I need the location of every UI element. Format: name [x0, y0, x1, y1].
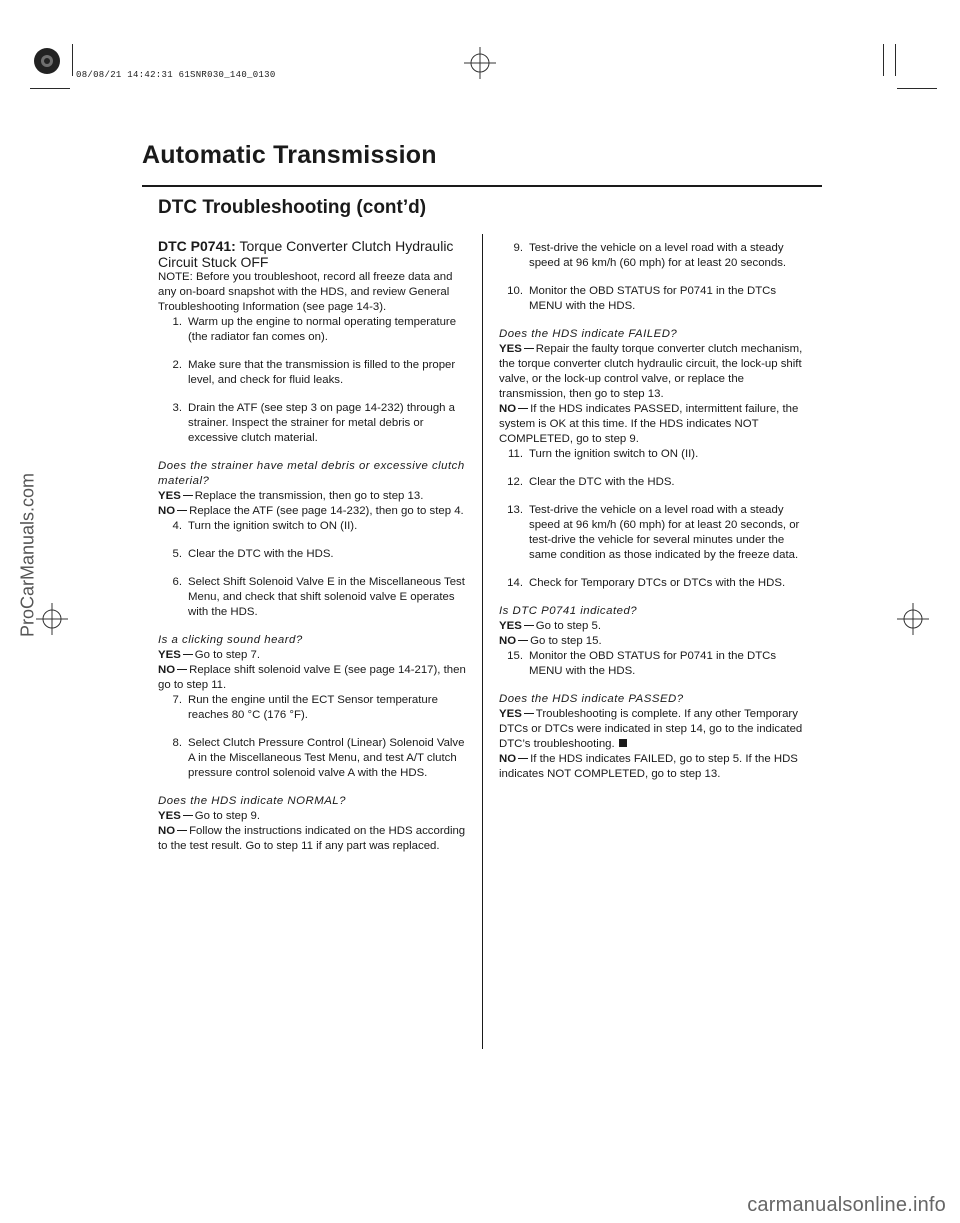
step-text: Clear the DTC with the HDS.: [188, 548, 334, 560]
no-label: NO: [158, 825, 176, 837]
yes-answer: [158, 648, 466, 663]
crop-mark: [895, 44, 896, 76]
no-answer: [158, 824, 466, 854]
step-2: [158, 358, 466, 388]
step-6: [158, 575, 466, 620]
step-text: Select Clutch Pressure Control (Linear) Solenoid Valve A in the Miscellaneous Test Menu, and test A/T clutch pressure control solenoid valve A with the HDS.: [188, 737, 465, 779]
step-number: 1.: [172, 316, 182, 328]
step-text: Test-drive the vehicle on a level road with a steady speed at 96 km/h (60 mph) for at least 20 seconds.: [529, 242, 787, 269]
yes-answer: [499, 342, 807, 402]
yes-answer: [158, 809, 466, 824]
yes-label: YES: [499, 620, 522, 632]
step-number: 15.: [507, 650, 523, 662]
step-13: [499, 503, 807, 563]
step-number: 5.: [172, 548, 182, 560]
step-14: [499, 576, 807, 591]
step-question: Does the HDS indicate FAILED?: [499, 328, 678, 340]
yes-text: Repair the faulty torque converter clutch mechanism, the torque converter clutch hydraulic circuit, the lock-up shift valve, or the lock-up control valve, or replace the transmission, then go to step 13.: [499, 343, 803, 400]
step-5: [158, 547, 466, 562]
step-text: Turn the ignition switch to ON (II).: [529, 448, 699, 460]
no-answer: [158, 504, 466, 519]
no-text: If the HDS indicates FAILED, go to step 5. If the HDS indicates NOT COMPLETED, go to step 13.: [499, 753, 798, 780]
answer-dash: [518, 408, 528, 409]
side-watermark: [18, 440, 38, 670]
step-number: 3.: [172, 402, 182, 414]
no-answer: [499, 634, 807, 649]
note: NOTE: Before you troubleshoot, record all freeze data and any on-board snapshot with the HDS, and review General Troubleshooting Information (see page 14-3).: [158, 271, 453, 313]
step-4: [158, 519, 466, 534]
answer-dash: [524, 348, 534, 349]
crop-mark: [72, 44, 73, 76]
no-label: NO: [158, 664, 176, 676]
yes-text: Go to step 9.: [194, 810, 261, 822]
step-text: Make sure that the transmission is filled to the proper level, and check for fluid leaks.: [188, 359, 456, 386]
step-text: Warm up the engine to normal operating temperature (the radiator fan comes on).: [188, 316, 457, 343]
no-label: NO: [499, 635, 517, 647]
left-column: [158, 238, 466, 854]
right-column: [499, 241, 807, 782]
step-number: 8.: [172, 737, 182, 749]
answer-dash: [518, 758, 528, 759]
crosshair-mark-left: [36, 603, 68, 635]
no-text: Replace the ATF (see page 14-232), then go to step 4.: [189, 505, 464, 517]
step-7: [158, 693, 466, 723]
yes-text: Go to step 7.: [194, 649, 261, 661]
step-11: [499, 447, 807, 462]
answer-dash: [524, 713, 534, 714]
no-text: Go to step 15.: [530, 635, 602, 647]
step-number: 13.: [507, 504, 523, 516]
crop-mark: [883, 44, 884, 76]
step-question: Does the strainer have metal debris or excessive clutch material?: [158, 460, 465, 487]
step-number: 10.: [507, 285, 523, 297]
side-watermark-text: ProCarManuals.com: [17, 472, 38, 638]
crosshair-mark-right: [897, 603, 929, 635]
no-answer: [499, 752, 807, 782]
yes-label: YES: [158, 810, 181, 822]
step-question: Does the HDS indicate PASSED?: [499, 693, 684, 705]
step-9: [499, 241, 807, 271]
yes-text: Replace the transmission, then go to step 13.: [194, 490, 424, 502]
step-text: Clear the DTC with the HDS.: [529, 476, 675, 488]
answer-dash: [177, 830, 187, 831]
no-answer: [158, 663, 466, 693]
answer-dash: [518, 640, 528, 641]
crop-mark: [30, 88, 70, 89]
crosshair-mark-top: [464, 47, 496, 79]
yes-label: YES: [158, 490, 181, 502]
answer-dash: [177, 510, 187, 511]
page-title: Automatic Transmission: [142, 141, 437, 169]
no-text: Follow the instructions indicated on the HDS according to the test result. Go to step 11 if any part was replaced.: [158, 825, 466, 852]
header-rule: [142, 185, 822, 187]
step-3: [158, 401, 466, 446]
step-text: Turn the ignition switch to ON (II).: [188, 520, 358, 532]
yes-answer: [158, 489, 466, 504]
step-number: 14.: [507, 577, 523, 589]
crop-mark: [897, 88, 937, 89]
yes-text: Go to step 5.: [535, 620, 602, 632]
no-label: NO: [499, 403, 517, 415]
print-timestamp: 08/08/21 14:42:31 61SNR030_140_0130: [76, 70, 276, 80]
step-text: Test-drive the vehicle on a level road with a steady speed at 96 km/h (60 mph) for at least 20 seconds, or test-drive the vehicle for several minutes under the same condition as those indicated by the freeze data.: [529, 504, 800, 561]
step-number: 2.: [172, 359, 182, 371]
answer-dash: [183, 815, 193, 816]
yes-text: Troubleshooting is complete. If any other Temporary DTCs or DTCs were indicated in step 14, go to the indicated DTC’s troubleshooting.: [499, 708, 803, 750]
section-title: DTC Troubleshooting (cont’d): [158, 197, 427, 218]
yes-answer: [499, 619, 807, 634]
end-mark-icon: [619, 739, 627, 747]
step-question: Is DTC P0741 indicated?: [499, 605, 638, 617]
bottom-watermark: carmanualsonline.info: [747, 1194, 946, 1216]
step-15: [499, 649, 807, 679]
step-text: Select Shift Solenoid Valve E in the Miscellaneous Test Menu, and check that shift solenoid valve E operates with the HDS.: [188, 576, 465, 618]
step-text: Monitor the OBD STATUS for P0741 in the DTCs MENU with the HDS.: [529, 285, 777, 312]
no-text: If the HDS indicates PASSED, intermittent failure, the system is OK at this time. If the HDS indicates NOT COMPLETED, go to step 9.: [499, 403, 799, 445]
yes-label: YES: [499, 343, 522, 355]
step-question: Does the HDS indicate NORMAL?: [158, 795, 346, 807]
dtc-code: DTC P0741:: [158, 238, 236, 254]
dtc-description: Torque Converter Clutch Hydraulic Circuit Stuck OFF: [158, 238, 454, 270]
step-10: [499, 284, 807, 314]
step-1: [158, 315, 466, 345]
yes-answer: [499, 707, 807, 752]
step-number: 12.: [507, 476, 523, 488]
no-text: Replace shift solenoid valve E (see page 14-217), then go to step 11.: [158, 664, 466, 691]
answer-dash: [524, 625, 534, 626]
registration-mark-left: [33, 47, 61, 75]
yes-label: YES: [158, 649, 181, 661]
step-text: Drain the ATF (see step 3 on page 14-232) through a strainer. Inspect the strainer for metal debris or excessive clutch material.: [188, 402, 456, 444]
step-number: 4.: [172, 520, 182, 532]
step-number: 6.: [172, 576, 182, 588]
step-text: Check for Temporary DTCs or DTCs with the HDS.: [529, 577, 786, 589]
dtc-heading: [158, 238, 466, 270]
step-text: Monitor the OBD STATUS for P0741 in the DTCs MENU with the HDS.: [529, 650, 777, 677]
yes-label: YES: [499, 708, 522, 720]
no-answer: [499, 402, 807, 447]
answer-dash: [183, 654, 193, 655]
no-label: NO: [499, 753, 517, 765]
answer-dash: [183, 495, 193, 496]
answer-dash: [177, 669, 187, 670]
column-divider: [482, 234, 483, 1049]
step-12: [499, 475, 807, 490]
step-number: 11.: [508, 448, 523, 460]
step-text: Run the engine until the ECT Sensor temperature reaches 80 °C (176 °F).: [188, 694, 438, 721]
no-label: NO: [158, 505, 176, 517]
step-number: 7.: [172, 694, 182, 706]
step-question: Is a clicking sound heard?: [158, 634, 303, 646]
step-number: 9.: [513, 242, 523, 254]
step-8: [158, 736, 466, 781]
